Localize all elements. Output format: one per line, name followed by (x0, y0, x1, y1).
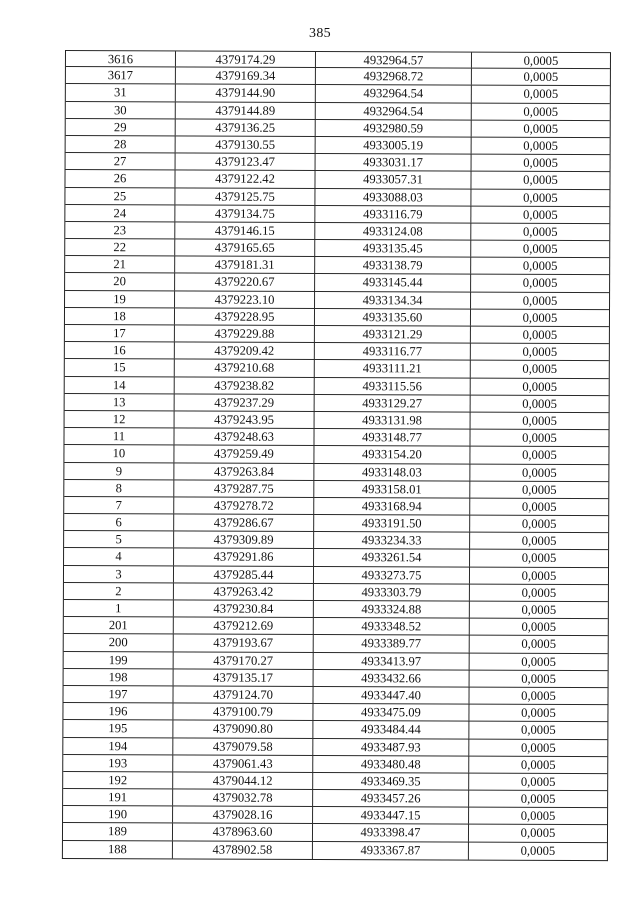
y-coordinate-cell: 4933469.35 (313, 773, 469, 790)
table-row (66, 136, 610, 155)
x-coordinate-cell: 4379135.17 (174, 669, 314, 686)
tolerance-cell: 0,0005 (521, 723, 556, 738)
table-row (65, 359, 609, 378)
table-row (66, 153, 610, 172)
tolerance-cell: 0,0005 (521, 671, 556, 686)
y-coordinate-cell: 4933234.33 (314, 532, 470, 549)
tolerance-cell: 0,0005 (521, 568, 557, 583)
y-coordinate-cell: 4933154.20 (314, 446, 470, 463)
tolerance-cell: 0,0005 (523, 87, 559, 102)
table-row (64, 600, 608, 619)
y-coordinate-cell: 4933367.87 (313, 842, 469, 860)
table-row (64, 428, 608, 447)
y-coordinate-cell: 4933057.31 (315, 171, 471, 188)
table-row (64, 463, 608, 482)
x-coordinate-cell: 4379285.44 (174, 566, 314, 583)
point-number-cell: 189 (63, 823, 173, 840)
table-row (66, 50, 610, 69)
table-row (64, 652, 608, 671)
point-number-cell: 191 (63, 789, 173, 806)
y-coordinate-cell: 4932964.57 (316, 52, 472, 68)
x-coordinate-cell: 4379230.84 (174, 600, 314, 617)
y-coordinate-cell: 4932964.54 (316, 103, 472, 120)
tolerance-cell: 0,0005 (522, 224, 558, 239)
point-number-cell: 9 (64, 463, 174, 480)
x-coordinate-cell: 4379134.75 (175, 205, 315, 222)
x-coordinate-cell: 4379124.70 (173, 686, 313, 703)
y-coordinate-cell: 4932964.54 (316, 85, 472, 102)
point-number-cell: 196 (63, 703, 173, 720)
y-coordinate-cell: 4933475.09 (313, 704, 469, 721)
table-row (63, 737, 607, 756)
x-coordinate-cell: 4379169.34 (176, 68, 316, 85)
tolerance-cell: 0,0005 (521, 499, 557, 514)
x-coordinate-cell: 4379228.95 (175, 308, 315, 325)
x-coordinate-cell: 4379181.31 (175, 257, 315, 274)
point-number-cell: 188 (63, 841, 173, 859)
table-row (63, 703, 607, 722)
table-row (65, 273, 609, 292)
table-row (64, 617, 608, 636)
y-coordinate-cell: 4933487.93 (313, 738, 469, 755)
y-coordinate-cell: 4933432.66 (314, 670, 470, 687)
table-row (65, 170, 609, 189)
tolerance-cell: 0,0005 (520, 809, 556, 824)
table-row (65, 394, 609, 413)
tolerance-cell: 0,0005 (520, 774, 556, 789)
point-number-cell: 31 (66, 84, 176, 101)
y-coordinate-cell: 4933457.26 (313, 790, 469, 807)
tolerance-cell: 0,0005 (523, 173, 558, 188)
point-number-cell: 192 (63, 772, 173, 789)
point-number-cell: 24 (65, 205, 175, 222)
point-number-cell: 201 (64, 617, 174, 634)
tolerance-cell: 0,0005 (521, 482, 557, 497)
x-coordinate-cell: 4379263.84 (174, 463, 314, 480)
point-number-cell: 1 (64, 600, 174, 617)
x-coordinate-cell: 4379259.49 (174, 446, 314, 463)
y-coordinate-cell: 4933191.50 (314, 515, 470, 532)
table-row (65, 291, 609, 310)
point-number-cell: 23 (65, 222, 175, 239)
table-row (66, 84, 610, 103)
table-row (64, 634, 608, 653)
table-row (64, 445, 608, 464)
table-row (64, 531, 608, 550)
table-row (65, 222, 609, 241)
x-coordinate-cell: 4379123.47 (176, 154, 316, 171)
table-row (64, 480, 608, 499)
y-coordinate-cell: 4932980.59 (316, 120, 472, 137)
tolerance-cell: 0,0005 (522, 259, 558, 274)
y-coordinate-cell: 4933348.52 (314, 618, 470, 635)
table-row (65, 205, 609, 224)
table-row (65, 377, 609, 396)
x-coordinate-cell: 4379174.29 (176, 51, 316, 67)
x-coordinate-cell: 4379044.12 (173, 772, 313, 789)
point-number-cell: 7 (64, 497, 174, 514)
x-coordinate-cell: 4379090.80 (173, 721, 313, 738)
point-number-cell: 26 (65, 170, 175, 187)
point-number-cell: 12 (65, 411, 175, 428)
tolerance-cell: 0,0005 (521, 654, 556, 669)
table-row (66, 102, 610, 121)
tolerance-cell: 0,0005 (520, 843, 556, 858)
tolerance-cell: 0,0005 (521, 688, 556, 703)
point-number-cell: 200 (64, 634, 174, 651)
point-number-cell: 5 (64, 531, 174, 548)
page-number: 385 (309, 26, 331, 41)
x-coordinate-cell: 4379165.65 (175, 239, 315, 256)
tolerance-cell: 0,0005 (520, 757, 556, 772)
point-number-cell: 3617 (66, 67, 176, 84)
y-coordinate-cell: 4933135.45 (315, 240, 471, 257)
tolerance-cell: 0,0005 (522, 241, 558, 256)
point-number-cell: 190 (63, 806, 173, 823)
y-coordinate-cell: 4933111.21 (315, 360, 471, 377)
tolerance-cell: 0,0005 (520, 791, 556, 806)
tolerance-cell: 0,0005 (522, 465, 557, 480)
table-row (63, 772, 607, 791)
table-row (66, 67, 610, 86)
table-row (64, 669, 608, 688)
x-coordinate-cell: 4379212.69 (174, 618, 314, 635)
table-row (64, 583, 608, 602)
x-coordinate-cell: 4379028.16 (173, 807, 313, 824)
tolerance-cell: 0,0005 (521, 619, 557, 635)
table-row (65, 256, 609, 275)
y-coordinate-cell: 4933121.29 (315, 326, 471, 343)
table-row (63, 841, 607, 860)
x-coordinate-cell: 4379291.86 (174, 549, 314, 566)
table-row (65, 308, 609, 327)
tolerance-cell: 0,0005 (522, 293, 558, 308)
point-number-cell: 18 (65, 308, 175, 325)
y-coordinate-cell: 4932968.72 (316, 68, 472, 85)
x-coordinate-cell: 4379061.43 (173, 755, 313, 772)
x-coordinate-cell: 4379170.27 (174, 652, 314, 669)
tolerance-cell: 0,0005 (523, 190, 558, 205)
x-coordinate-cell: 4379130.55 (176, 136, 316, 153)
tolerance-cell: 0,0005 (523, 69, 559, 85)
point-number-cell: 10 (64, 445, 174, 462)
table-row (64, 514, 608, 533)
table-row (64, 566, 608, 585)
table-row (65, 188, 609, 207)
x-coordinate-cell: 4378902.58 (173, 841, 313, 859)
y-coordinate-cell: 4933398.47 (313, 824, 469, 841)
y-coordinate-cell: 4933005.19 (316, 137, 472, 154)
x-coordinate-cell: 4379193.67 (174, 635, 314, 652)
tolerance-cell: 0,0005 (522, 448, 557, 463)
point-number-cell: 27 (66, 153, 176, 170)
tolerance-cell: 0,0005 (523, 53, 559, 68)
x-coordinate-cell: 4379220.67 (175, 274, 315, 291)
tolerance-cell: 0,0005 (522, 396, 557, 411)
y-coordinate-cell: 4933413.97 (314, 653, 470, 670)
table-row (65, 239, 609, 258)
point-number-cell: 21 (65, 256, 175, 273)
y-coordinate-cell: 4933273.75 (314, 567, 470, 584)
point-number-cell: 194 (63, 737, 173, 754)
tolerance-cell: 0,0005 (520, 826, 556, 841)
table-row (65, 411, 609, 430)
x-coordinate-cell: 4379144.90 (176, 85, 316, 102)
y-coordinate-cell: 4933168.94 (314, 498, 470, 515)
point-number-cell: 29 (66, 119, 176, 136)
point-number-cell: 198 (64, 669, 174, 686)
table-row (63, 789, 607, 808)
y-coordinate-cell: 4933124.08 (315, 223, 471, 240)
tolerance-cell: 0,0005 (521, 551, 557, 566)
y-coordinate-cell: 4933389.77 (314, 635, 470, 652)
tolerance-cell: 0,0005 (521, 534, 557, 549)
tolerance-cell: 0,0005 (522, 413, 557, 428)
point-number-cell: 195 (63, 720, 173, 737)
table-row (63, 720, 607, 739)
y-coordinate-cell: 4933480.48 (313, 756, 469, 773)
y-coordinate-cell: 4933115.56 (315, 378, 471, 395)
x-coordinate-cell: 4379223.10 (175, 291, 315, 308)
y-coordinate-cell: 4933129.27 (315, 395, 471, 412)
point-number-cell: 197 (63, 686, 173, 703)
point-number-cell: 28 (66, 136, 176, 153)
tolerance-cell: 0,0005 (521, 637, 557, 652)
table-row (63, 823, 607, 842)
y-coordinate-cell: 4933148.03 (314, 463, 470, 480)
tolerance-cell: 0,0005 (522, 310, 558, 325)
tolerance-cell: 0,0005 (521, 516, 557, 531)
x-coordinate-cell: 4379032.78 (173, 789, 313, 806)
y-coordinate-cell: 4933324.88 (314, 601, 470, 618)
x-coordinate-cell: 4379248.63 (174, 429, 314, 446)
point-number-cell: 2 (64, 583, 174, 600)
point-number-cell: 16 (65, 342, 175, 359)
x-coordinate-cell: 4378963.60 (173, 824, 313, 841)
y-coordinate-cell: 4933261.54 (314, 549, 470, 566)
tolerance-cell: 0,0005 (522, 276, 558, 291)
x-coordinate-cell: 4379287.75 (174, 480, 314, 497)
point-number-cell: 22 (65, 239, 175, 256)
table-row (64, 497, 608, 516)
x-coordinate-cell: 4379278.72 (174, 497, 314, 514)
table-row (66, 119, 610, 138)
point-number-cell: 14 (65, 377, 175, 394)
tolerance-cell: 0,0005 (521, 602, 557, 617)
point-number-cell: 20 (65, 273, 175, 290)
x-coordinate-cell: 4379100.79 (173, 704, 313, 721)
point-number-cell: 6 (64, 514, 174, 531)
x-coordinate-cell: 4379286.67 (174, 514, 314, 531)
y-coordinate-cell: 4933484.44 (313, 721, 469, 738)
y-coordinate-cell: 4933138.79 (315, 257, 471, 274)
tolerance-cell: 0,0005 (523, 104, 559, 119)
x-coordinate-cell: 4379309.89 (174, 532, 314, 549)
tolerance-cell: 0,0005 (523, 207, 558, 222)
y-coordinate-cell: 4933158.01 (314, 481, 470, 498)
tolerance-cell: 0,0005 (522, 327, 558, 342)
point-number-cell: 17 (65, 325, 175, 342)
y-coordinate-cell: 4933116.79 (315, 206, 471, 223)
table-row (65, 342, 609, 361)
tolerance-cell: 0,0005 (520, 740, 556, 755)
y-coordinate-cell: 4933131.98 (315, 412, 471, 429)
table-row (63, 806, 607, 825)
point-number-cell: 25 (65, 188, 175, 205)
y-coordinate-cell: 4933447.40 (313, 687, 469, 704)
table-row (63, 686, 607, 705)
tolerance-cell: 0,0005 (522, 379, 558, 394)
table-row (65, 325, 609, 344)
x-coordinate-cell: 4379243.95 (175, 411, 315, 428)
y-coordinate-cell: 4933145.44 (315, 274, 471, 291)
x-coordinate-cell: 4379237.29 (175, 394, 315, 411)
x-coordinate-cell: 4379122.42 (175, 171, 315, 188)
tolerance-cell: 0,0005 (522, 344, 558, 360)
y-coordinate-cell: 4933135.60 (315, 309, 471, 326)
point-number-cell: 8 (64, 480, 174, 497)
tolerance-cell: 0,0005 (523, 155, 558, 171)
x-coordinate-cell: 4379079.58 (173, 738, 313, 755)
point-number-cell: 11 (64, 428, 174, 445)
point-number-cell: 30 (66, 102, 176, 119)
point-number-cell: 199 (64, 652, 174, 669)
tolerance-cell: 0,0005 (521, 585, 557, 600)
y-coordinate-cell: 4933447.15 (313, 807, 469, 824)
point-number-cell: 19 (65, 291, 175, 308)
y-coordinate-cell: 4933088.03 (315, 188, 471, 205)
y-coordinate-cell: 4933031.17 (316, 154, 472, 171)
coordinates-table (62, 50, 611, 861)
point-number-cell: 13 (65, 394, 175, 411)
point-number-cell: 3 (64, 566, 174, 583)
x-coordinate-cell: 4379136.25 (176, 119, 316, 136)
tolerance-cell: 0,0005 (522, 430, 557, 446)
y-coordinate-cell: 4933134.34 (315, 292, 471, 309)
table-row (63, 755, 607, 774)
point-number-cell: 193 (63, 755, 173, 772)
x-coordinate-cell: 4379238.82 (175, 377, 315, 394)
y-coordinate-cell: 4933303.79 (314, 584, 470, 601)
x-coordinate-cell: 4379144.89 (176, 102, 316, 119)
table-row (64, 548, 608, 567)
tolerance-cell: 0,0005 (522, 362, 558, 377)
point-number-cell: 15 (65, 359, 175, 376)
y-coordinate-cell: 4933148.77 (314, 429, 470, 446)
tolerance-cell: 0,0005 (521, 705, 556, 721)
tolerance-cell: 0,0005 (523, 138, 558, 153)
x-coordinate-cell: 4379125.75 (175, 188, 315, 205)
x-coordinate-cell: 4379263.42 (174, 583, 314, 600)
x-coordinate-cell: 4379146.15 (175, 222, 315, 239)
x-coordinate-cell: 4379210.68 (175, 360, 315, 377)
point-number-cell: 4 (64, 548, 174, 565)
x-coordinate-cell: 4379209.42 (175, 343, 315, 360)
x-coordinate-cell: 4379229.88 (175, 325, 315, 342)
y-coordinate-cell: 4933116.77 (315, 343, 471, 360)
tolerance-cell: 0,0005 (523, 121, 559, 136)
point-number-cell: 3616 (66, 51, 176, 67)
